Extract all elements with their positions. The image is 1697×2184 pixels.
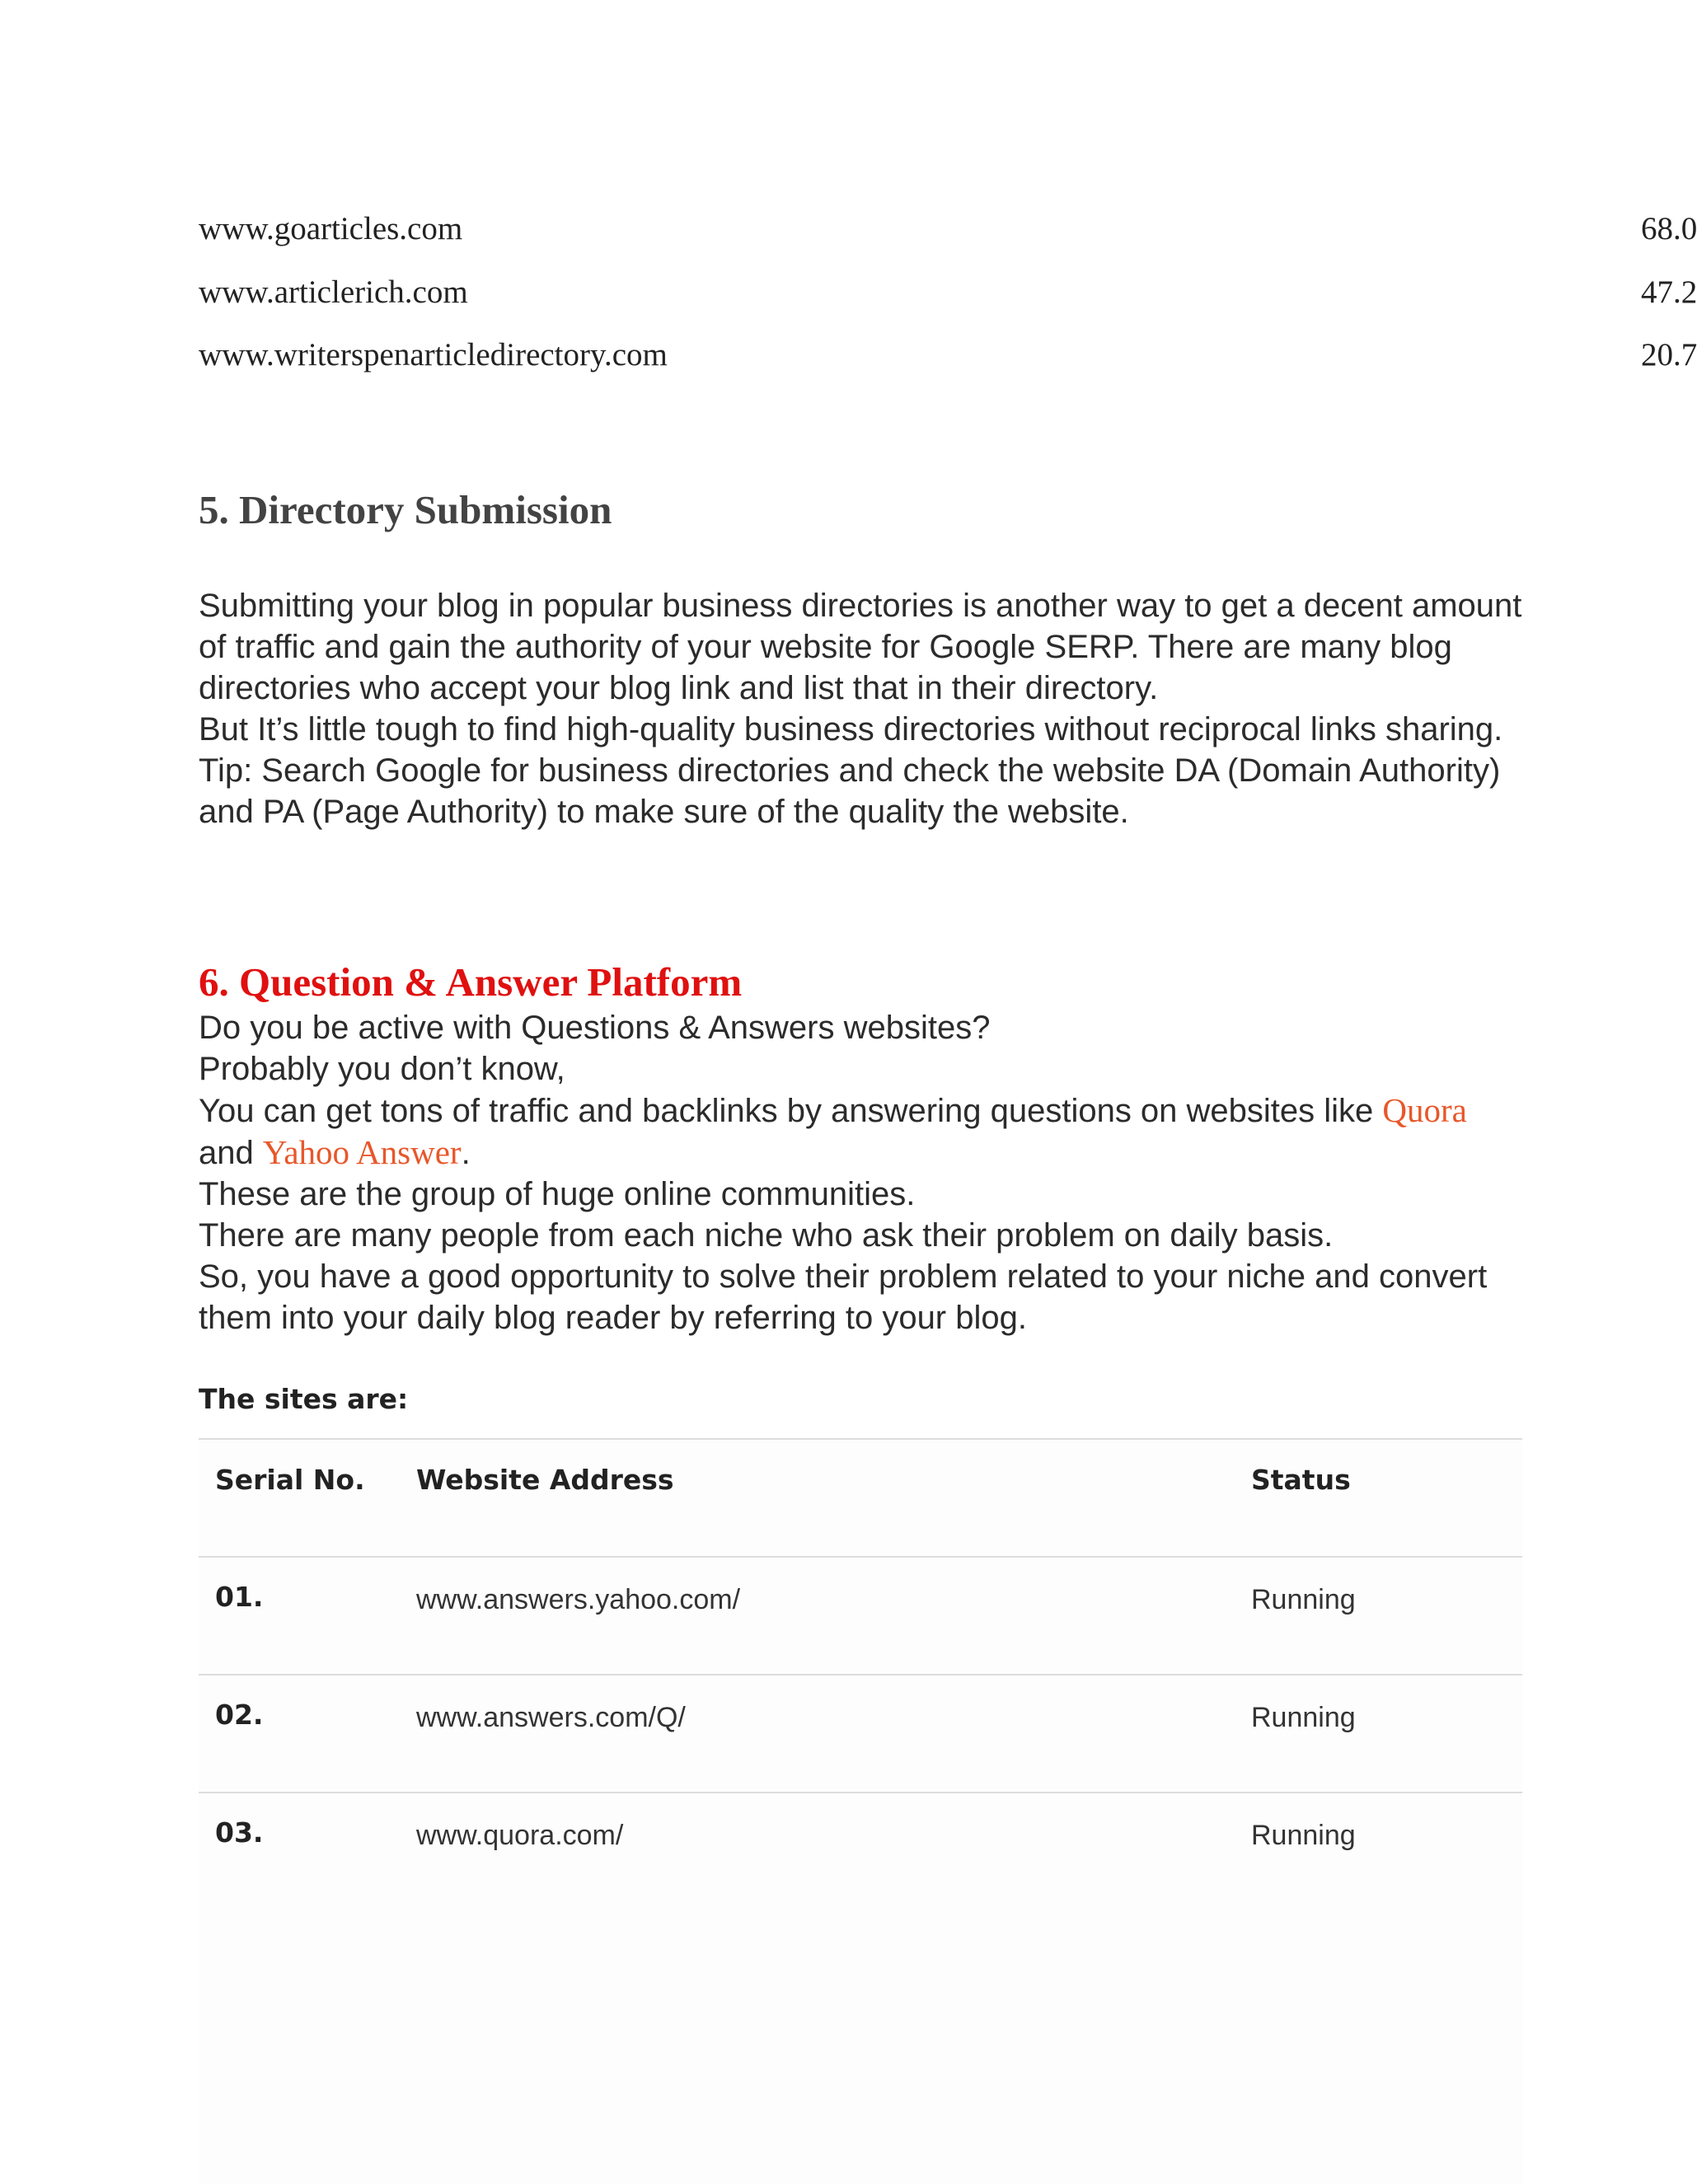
section5-body — [199, 585, 1550, 832]
quora-link[interactable]: Quora — [1382, 1091, 1467, 1129]
directory-row — [199, 210, 1697, 260]
paragraph: But It’s little tough to find high-quality business directories without reciprocal links sharing. — [199, 711, 1503, 748]
paragraph-text: . — [461, 1135, 471, 1171]
directory-row — [199, 274, 1697, 323]
directory-value: 47.2 — [1641, 274, 1697, 310]
row-website[interactable]: www.answers.yahoo.com/ — [416, 1584, 741, 1615]
paragraph: These are the group of huge online communities. — [199, 1176, 916, 1212]
directory-site: www.writerspenarticledirectory.com — [199, 337, 668, 373]
paragraph — [199, 1090, 1501, 1174]
header-website-address: Website Address — [416, 1464, 674, 1496]
directory-value: 68.0 — [1641, 211, 1697, 246]
paragraph: Do you be active with Questions & Answers websites? — [199, 1010, 991, 1046]
row-serial: 03. — [215, 1816, 264, 1849]
header-status: Status — [1251, 1464, 1351, 1496]
paragraph: So, you have a good opportunity to solve their problem related to your niche and convert them into your daily blog reader by referring to your blog. — [199, 1258, 1488, 1336]
header-serial: Serial No. — [215, 1464, 365, 1496]
table-divider — [199, 1674, 1522, 1675]
directory-row — [199, 336, 1697, 386]
paragraph-text: and — [199, 1135, 263, 1171]
paragraph-text: You can get tons of traffic and backlinks by answering questions on websites like — [199, 1093, 1383, 1129]
table-divider — [199, 1792, 1522, 1793]
directory-value: 20.7 — [1641, 337, 1697, 373]
section-heading-qa-platform: 6. Question & Answer Platform — [199, 959, 743, 1005]
sites-label: The sites are: — [199, 1383, 409, 1415]
section-heading-directory-submission: 5. Directory Submission — [199, 487, 612, 532]
paragraph: Tip: Search Google for business directories and check the website DA (Domain Authority) and PA (Page Authority) to make sure of the quality the website. — [199, 752, 1501, 830]
row-status: Running — [1251, 1702, 1356, 1733]
directory-site: www.goarticles.com — [199, 211, 463, 246]
table-divider — [199, 1438, 1522, 1440]
paragraph: There are many people from each niche who ask their problem on daily basis. — [199, 1217, 1334, 1254]
paragraph: Probably you don’t know, — [199, 1051, 565, 1087]
row-website[interactable]: www.answers.com/Q/ — [416, 1702, 686, 1733]
directory-site: www.articlerich.com — [199, 274, 468, 310]
table-divider — [199, 1556, 1522, 1558]
sites-table — [199, 1438, 1522, 2184]
yahoo-answer-link[interactable]: Yahoo Answer — [262, 1133, 462, 1171]
row-status: Running — [1251, 1584, 1356, 1615]
section6-body — [199, 1007, 1501, 1338]
row-website[interactable]: www.quora.com/ — [416, 1820, 624, 1851]
row-status: Running — [1251, 1820, 1356, 1851]
paragraph: Submitting your blog in popular business directories is another way to get a decent amount of traffic and gain the authority of your website for Google SERP. There are many blog directories who accept your blog link and list that in their directory. — [199, 588, 1522, 706]
row-serial: 02. — [215, 1699, 264, 1731]
row-serial: 01. — [215, 1581, 264, 1613]
